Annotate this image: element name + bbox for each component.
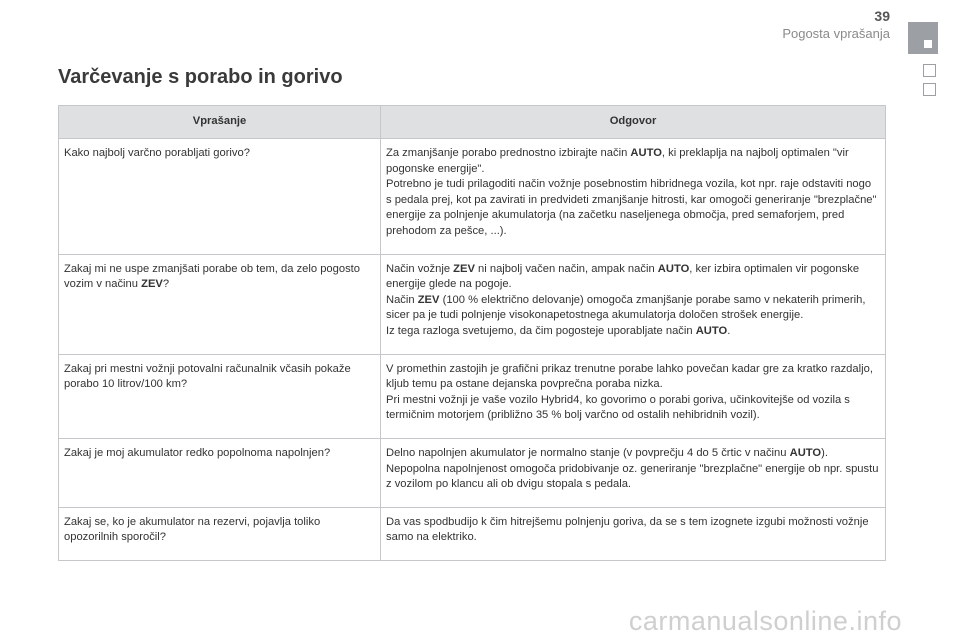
section-header: Pogosta vprašanja (782, 26, 890, 41)
mode-keyword: AUTO (657, 262, 690, 275)
question-cell: Kako najbolj varčno porabljati gorivo? (59, 139, 381, 255)
answer-cell: Način vožnje ZEV ni najbolj vačen način, ampak način AUTO, ker izbira optimalen vir pogonske energije glede na pogoje. Način ZEV (100 % električno delovanje) omogoča zmanjšanje porabe samo v nekaterih primerih, sicer pa je tudi polnjenje visokonapetostnega akumulatorja določen strošek energije. Iz tega razloga svetujemo, da čim pogosteje uporabljate način AUTO. (381, 254, 886, 354)
answer-cell: Delno napolnjen akumulator je normalno stanje (v povprečju 4 do 5 črtic v načinu AUTO). Nepopolna napolnjenost omogoča pridobivanje oz. generiranje "brezplačne" energije ob npr. spustu z vozilom po klancu ali ob dvigu stopala s pedala. (381, 438, 886, 507)
answer-cell: V promethin zastojih je grafični prikaz trenutne porabe lahko povečan kadar gre za kratko razdaljo, kljub temu pa ostane dejanska povprečna poraba nizka. Pri mestni vožnji je vaše vozilo Hybrid4, ko govorimo o porabi goriva, učinkovitejše od vozila s termičnim motorjem (približno 35 % bolj varčno od ostalih nehibridnih vozil). (381, 354, 886, 438)
tab-marker-icon (924, 40, 932, 48)
table-body (59, 139, 886, 561)
section-tab[interactable] (923, 64, 936, 77)
answer-cell: Za zmanjšanje porabo prednostno izbirajte način AUTO, ki preklaplja na najbolj optimalen "vir pogonske energije". Potrebno je tudi prilagoditi način vožnje posebnostim hibridnega vozila, kot npr. raje odstaviti nogo s pedala prej, kot pa zavirati in predvideti zmanjšanje hitrosti, kar omogoči generiranje "brezplačne" energije za polnjenje akumulatorja (na začetku naseljenega območja, pred semaforjem, pred prehodom za pešce, ...). (381, 139, 886, 255)
table-row (59, 507, 886, 560)
section-tab[interactable] (923, 83, 936, 96)
page-title: Varčevanje s porabo in gorivo (58, 66, 343, 88)
mode-keyword: ZEV (453, 262, 475, 275)
question-cell: Zakaj mi ne uspe zmanjšati porabe ob tem, da zelo pogosto vozim v načinu ZEV? (59, 254, 381, 354)
table-row (59, 354, 886, 438)
mode-keyword: ZEV (417, 293, 440, 306)
section-tab-active[interactable] (908, 22, 938, 54)
table-row (59, 254, 886, 354)
column-header-answer: Odgovor (381, 106, 886, 139)
faq-table (58, 105, 886, 561)
question-cell: Zakaj je moj akumulator redko popolnoma napolnjen? (59, 438, 381, 507)
watermark: carmanualsonline.info (628, 606, 902, 636)
table-header-row (59, 106, 886, 139)
mode-keyword: AUTO (630, 147, 662, 159)
table-row (59, 139, 886, 255)
question-cell: Zakaj pri mestni vožnji potovalni računalnik včasih pokaže porabo 10 litrov/100 km? (59, 354, 381, 438)
mode-keyword: AUTO (695, 324, 728, 337)
question-cell: Zakaj se, ko je akumulator na rezervi, pojavlja toliko opozorilnih sporočil? (59, 507, 381, 560)
mode-keyword: ZEV (141, 278, 163, 291)
table-row (59, 438, 886, 507)
answer-cell: Da vas spodbudijo k čim hitrejšemu polnjenju goriva, da se s tem izognete izgubi možnosti vožnje samo na elektriko. (381, 507, 886, 560)
column-header-question: Vprašanje (59, 106, 381, 139)
page-number: 39 (874, 8, 890, 24)
mode-keyword: AUTO (789, 446, 822, 459)
